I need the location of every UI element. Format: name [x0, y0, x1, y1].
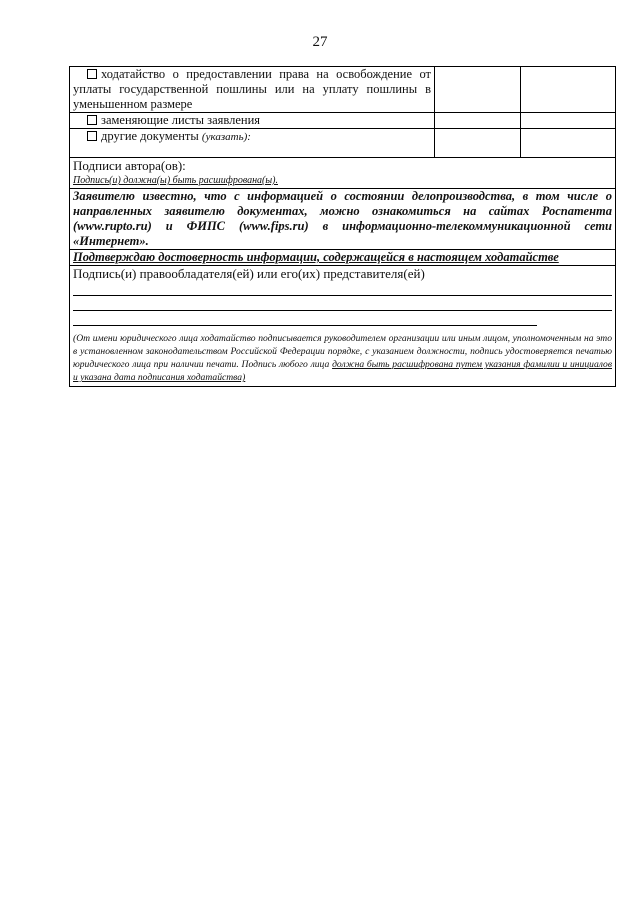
pages-cell[interactable] [521, 113, 616, 129]
page-number: 27 [312, 34, 328, 50]
holder-signature-title: Подпись(и) правообладателя(ей) или его(их) представителя(ей) [73, 266, 425, 281]
document-cell [70, 129, 435, 158]
info-notice: Заявителю известно, что с информацией о состоянии делопроизводства, в том числе о направленных заявителю документах, можно ознакомиться на сайтах Роспатента (www.rupto.ru) и ФИПС (www.fips.ru) в информационно-телекоммуникационной сети «Интернет». [70, 189, 616, 250]
pages-cell[interactable] [521, 67, 616, 113]
note-text-underlined: должна быть расшифрована путем указания фамилии и инициалов и указана дата подписания ходатайства) [73, 359, 612, 383]
document-row [70, 113, 616, 129]
note-text: (От имени юридического лица ходатайство подписывается руководителем организации или иным лицом, уполномоченным на это в установленном законодательством Российской Федерации порядке, с указанием должности, подпись удостоверяется печатью юридического лица при наличии печати. Подпись любого лица [73, 333, 612, 370]
document-cell [70, 67, 435, 113]
document-row [70, 129, 616, 158]
count-cell[interactable] [435, 113, 521, 129]
document-label: другие документы [101, 129, 199, 143]
confirmation-text: Подтверждаю достоверность информации, содержащейся в настоящем ходатайстве [70, 250, 616, 266]
holder-signature-cell[interactable] [70, 266, 616, 387]
document-note: (указать): [201, 131, 251, 143]
count-cell[interactable] [435, 67, 521, 113]
form-table [69, 66, 616, 387]
checkbox-fee-exemption[interactable] [87, 69, 97, 79]
legal-entity-note [73, 326, 612, 385]
pages-cell[interactable] [521, 129, 616, 158]
checkbox-replacement-sheets[interactable] [87, 115, 97, 125]
holder-signature-row [70, 266, 616, 387]
signature-line [73, 281, 612, 296]
authors-signature-hint: Подпись(и) должна(ы) быть расшифрована(ы). [73, 175, 278, 186]
authors-signature-cell[interactable] [70, 158, 616, 189]
confirmation-row [70, 250, 616, 266]
document-label: ходатайство о предоставлении права на освобождение от уплаты государственной пошлины или на уплату пошлины в уменьшенном размере [73, 67, 431, 111]
authors-signature-row [70, 158, 616, 189]
info-notice-row [70, 189, 616, 250]
document-label: заменяющие листы заявления [101, 113, 261, 127]
signature-line [73, 296, 612, 311]
checkbox-other-documents[interactable] [87, 131, 97, 141]
document-cell [70, 113, 435, 129]
authors-signature-title: Подписи автора(ов): [73, 158, 186, 173]
signature-line [73, 311, 537, 326]
document-row [70, 67, 616, 113]
count-cell[interactable] [435, 129, 521, 158]
